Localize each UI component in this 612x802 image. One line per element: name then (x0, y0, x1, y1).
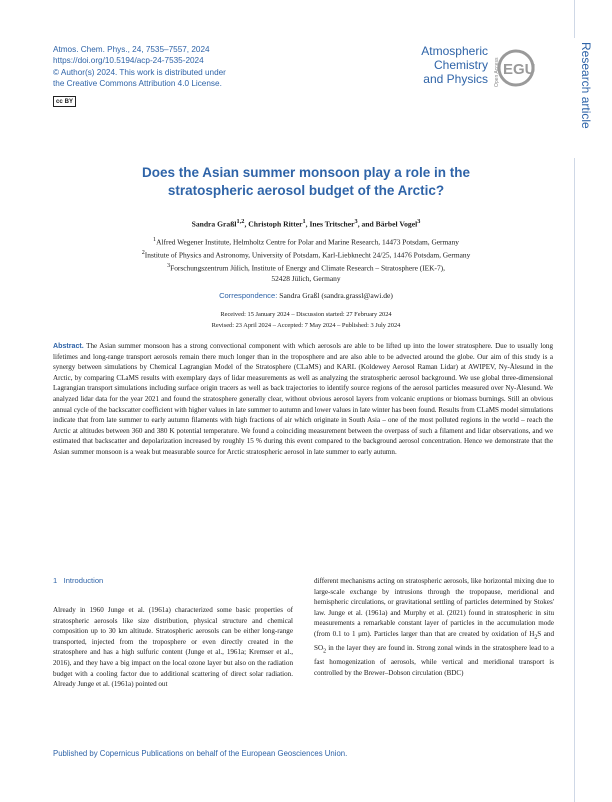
affiliation-text: Forschungszentrum Jülich, Institute of Energy and Climate Research – Stratosphere (IEK-7), (170, 263, 445, 273)
journal-name-line1: Atmospheric (421, 44, 488, 58)
author-name: Christoph Ritter (248, 219, 303, 229)
publication-dates (60, 309, 552, 331)
correspondence-text[interactable]: Sandra Graßl (sandra.grassl@awi.de) (277, 291, 393, 300)
body-column-right (314, 576, 554, 678)
author-affil-sup: 1 (302, 218, 306, 225)
open-access-label: Open Access (494, 57, 500, 87)
header-citation-block (53, 44, 226, 90)
cc-label: cc (55, 98, 63, 105)
license-text[interactable]: the Creative Commons Attribution 4.0 License. (53, 79, 222, 89)
subscript: 2 (323, 648, 327, 655)
affiliation-number: 1 (153, 237, 157, 243)
author-list (60, 218, 552, 229)
correspondence-label: Correspondence: (219, 291, 278, 300)
section-number: 1 (53, 576, 58, 585)
affiliation-text: 52428 Jülich, Germany (271, 273, 341, 283)
article-type-label (556, 38, 598, 158)
affiliation-text: Alfred Wegener Institute, Helmholtz Centre for Polar and Marine Research, 14473 Potsdam, Germany (156, 237, 459, 247)
author-name: Ines Tritscher (309, 219, 355, 229)
paper-title (90, 164, 522, 200)
dates-line1: Received: 15 January 2024 – Discussion started: 27 February 2024 (220, 311, 392, 318)
author-name: Bärbel Vogel (375, 219, 418, 229)
correspondence (60, 291, 552, 300)
cc-by-license-icon[interactable] (53, 96, 76, 107)
affiliation-list (60, 235, 552, 284)
section-title: Introduction (63, 576, 104, 585)
author-separator: , and (357, 219, 376, 229)
subscript: 2 (534, 634, 538, 641)
paragraph-text: in the layer they are found in. Strong zonal winds in the stratosphere lead to a fast homogenization of aerosols, while vertical and meridional transport is controlled by the Brewer–Dobson circulation (BDC) (314, 643, 554, 677)
title-line1: Does the Asian summer monsoon play a role in the (141, 165, 471, 180)
egu-logo-icon (492, 46, 536, 90)
title-line2: stratospheric aerosol budget of the Arctic? (167, 183, 445, 198)
journal-name (421, 44, 488, 87)
paragraph-text: S and SO (314, 629, 554, 652)
affiliation-line (60, 235, 552, 248)
affiliation-number: 2 (141, 249, 145, 256)
section-heading (53, 576, 103, 585)
journal-name-line2: Chemistry (433, 58, 488, 73)
publisher-footer: Published by Copernicus Publications on behalf of the European Geosciences Union. (53, 749, 348, 758)
article-type-text: Research article (579, 42, 593, 129)
dates-line2: Revised: 23 April 2024 – Accepted: 7 May 2024 – Published: 3 July 2024 (211, 322, 401, 329)
affiliation-line (60, 274, 552, 284)
abstract (53, 341, 553, 458)
body-column-left (53, 605, 293, 690)
affiliation-line (60, 248, 552, 261)
copyright-text: © Author(s) 2024. This work is distributed under (53, 67, 226, 77)
paragraph-text: Already in 1960 Junge et al. (1961a) characterized some basic properties of stratospheric aerosols like size distribution, physical structure and chemical composition up to 30 km altitude. Stratospheric aerosols can be either long-range transported, injected from the troposphere or even directly created in the stratosphere and has a high sulfuric content (Junge et al., 1961a; Kremser et al., 2016), and they have a big impact on the local ozone layer but also on the radiation budget with a cooling factor due to additional scattering of direct solar radiation. Already Junge et al. (1961a) pointed out (53, 606, 293, 689)
author-separator: , (305, 219, 310, 229)
abstract-label: Abstract. (53, 342, 84, 350)
paragraph-text: different mechanisms acting on stratospheric aerosols, like horizontal mixing due to large-scale exchange by intrusions through the tropopause, meridional and hemispheric circulations, or gravitational settling of particles determined by Stokes' law. Junge et al. (1961a) and Murphy et al. (2021) found in stratospheric in situ measurements a remarkable constant layer of particles in the accumulation mode (from 0.1 to 1 μm). Particles larger than that are created by oxidation of H (314, 577, 554, 638)
doi-link[interactable]: https://doi.org/10.5194/acp-24-7535-2024 (53, 56, 204, 66)
affiliation-number: 3 (167, 262, 171, 269)
author-affil-sup: 3 (354, 218, 358, 225)
abstract-text: The Asian summer monsoon has a strong convectional component with which aerosols are able to be lifted up into the lower stratosphere. Due to usually long lifetimes and long-range transport aerosols remain there much longer than in the troposphere and are also able to be advected around the globe. Our aim of this study is a synergy between simulations by Chemical Lagrangian Model of the Stratosphere (CLaMS) and KARL (Koldewey Aerosol Raman Lidar) at AWIPEV, Ny-Ålesund in the Arctic, by comparing CLaMS results with exemplary days of lidar measurements as well as analyzing the stratospheric aerosol background. We use global three-dimensional Lagrangian transport simulations including surface origin tracers as well as back trajectories to identify source regions of the aerosol particles measured over Ny-Ålesund. We analyzed lidar data for the year 2021 and found the stratosphere generally clear, without obvious aerosol layers from volcanic eruptions or biomass burnings. Still an obvious annual cycle of the backscatter coefficient with higher values in late summer to autumn and lower values in late winter has been found. Results from CLaMS model simulations indicate that from late summer to early autumn filaments with high fractions of air which originate in South Asia – one of the most polluted regions in the world – reach the Arctic at altitudes between 360 and 380 K potential temperature. We found a coinciding measurement between the overpass of such a filament and lidar observations, and we estimated that backscatter and depolarization increased by roughly 15 % during this event compared to the background aerosol concentration. Hence we demonstrate that the Asian summer monsoon is a weak but measurable source for Arctic stratospheric aerosol in late summer to early autumn. (53, 342, 553, 456)
affiliation-text: Institute of Physics and Astronomy, University of Potsdam, Karl-Liebknecht 24/25, 14476 Potsdam, Germany (144, 250, 471, 260)
citation-text: Atmos. Chem. Phys., 24, 7535–7557, 2024 (53, 45, 210, 54)
egu-label: EGU (503, 61, 536, 78)
author-name: Sandra Graßl (191, 219, 237, 229)
author-affil-sup: 3 (417, 218, 421, 225)
affiliation-line (60, 261, 552, 274)
journal-name-line3: and Physics (423, 72, 488, 87)
author-affil-sup: 1,2 (236, 218, 245, 225)
author-separator: , (244, 219, 249, 229)
by-label: BY (64, 98, 74, 105)
